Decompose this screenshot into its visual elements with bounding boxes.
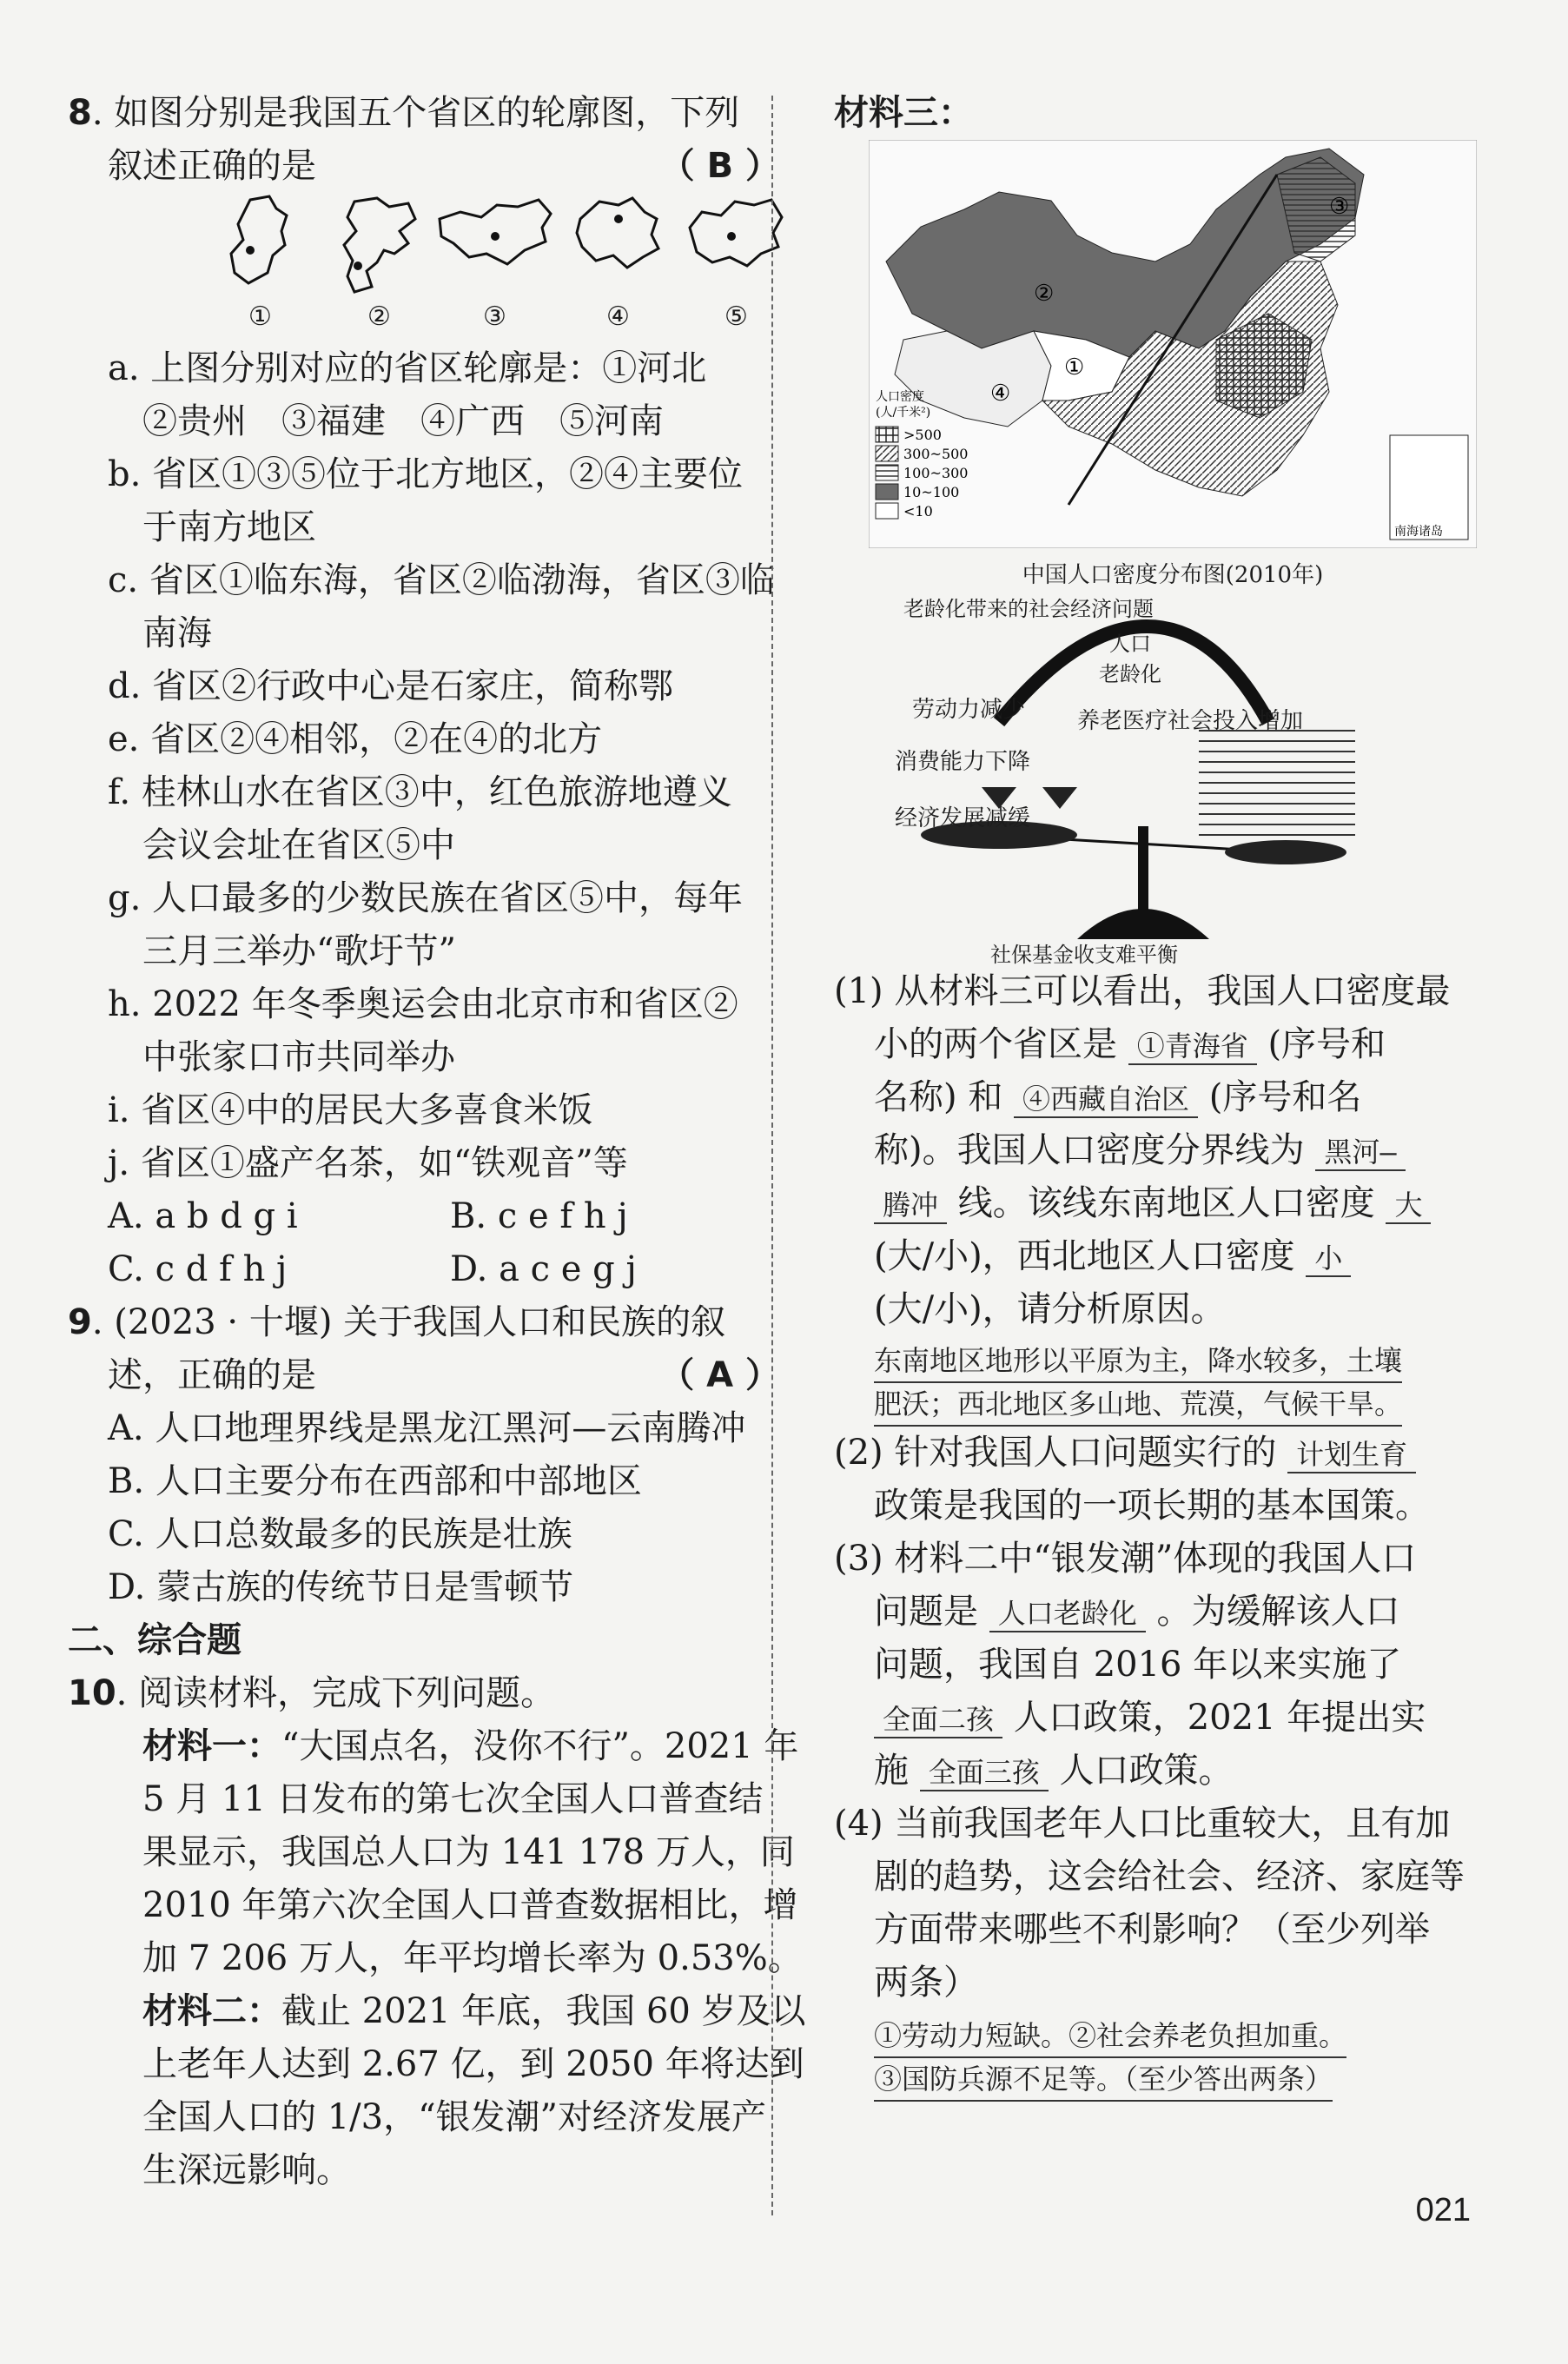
legend-item-4: 10~100 [903,484,960,500]
p2-answer1: 计划生育 [1287,1437,1416,1473]
q8-number: 8 [68,93,92,133]
q8-item-b2: 于南方地区 [142,507,316,547]
balance-title: 老龄化带来的社会经济问题 [903,597,1154,621]
material1-label: 材料一： [142,1726,281,1766]
p1-text4a: 称)。我国人口密度分界线为 [874,1130,1305,1170]
material1-text4: 2010 年第六次全国人口普查数据相比，增 [142,1885,798,1925]
right-column [834,87,1477,2102]
material1-text5: 加 7 206 万人，年平均增长率为 0.53%。 [142,1938,803,1978]
map-label-1: ① [1064,354,1085,381]
p4-line1: (4) 当前我国老年人口比重较大，且有加 [834,1804,1451,1844]
q9-number: 9 [68,1302,92,1342]
balance-top1: 人口 [1109,632,1151,656]
q8-item-g1: g. 人口最多的少数民族在省区⑤中，每年 [108,878,744,918]
map-label-4: ④ [990,381,1011,407]
material1-text3: 果显示，我国总人口为 141 178 万人，同 [142,1832,795,1872]
balance-left1: 劳动力减少 [912,697,1026,723]
p3-text5a: 施 [874,1751,909,1791]
material2-text4: 生深远影响。 [142,2150,351,2190]
legend-unit: (人/千米²) [876,406,931,420]
q8-option-d: D. a c e g j [450,1249,637,1289]
q9-option-d: D. 蒙古族的传统节日是雪顿节 [108,1567,574,1607]
p3-line4 [834,1692,1477,1745]
map-label-2: ② [1034,281,1055,307]
q8-item-e: e. 省区②④相邻，②在④的北方 [108,719,603,759]
q10-stem [68,1667,763,1720]
balance-left3: 经济发展减缓 [895,805,1031,831]
p3-answer3: 全面三孩 [920,1755,1049,1791]
p1-answer1: ①青海省 [1128,1029,1257,1065]
material1-text1: “大国点名，没你不行”。2021 年 [281,1726,799,1766]
province-outline-3 [434,193,556,271]
legend-item-2: 300~500 [903,446,969,462]
balance-top [1099,626,1161,687]
q8-item-f2: 会议会址在省区⑤中 [142,825,455,865]
outline-label-5: ⑤ [724,301,748,332]
p4-answer [834,2015,1477,2102]
q8-item-a2: ②贵州 ③福建 ④广西 ⑤河南 [142,401,664,441]
q9-stem-line1 [68,1296,763,1349]
column-divider [771,96,773,2215]
p1-text2b: (序号和 [1267,1024,1386,1064]
p4-line2: 剧的趋势，这会给社会、经济、家庭等 [874,1857,1465,1897]
q8-item-h2: 中张家口市共同举办 [142,1037,455,1077]
q8-option-b: B. c e f h j [450,1196,628,1236]
q8-item-h1: h. 2022 年冬季奥运会由北京市和省区② [108,984,738,1024]
p2-line2: 政策是我国的一项长期的基本国策。 [874,1486,1430,1526]
outline-label-2: ② [367,301,391,332]
material2-label: 材料二： [142,1991,281,2031]
balance-right1: 养老医疗社会投入增加 [1077,708,1304,734]
material2-text1: 截止 2021 年底，我国 60 岁及以 [281,1991,806,2031]
p3-line5 [834,1745,1477,1798]
q9-option-a: A. 人口地理界线是黑龙江黑河—云南腾冲 [108,1408,746,1448]
p1-text3a: 名称) 和 [874,1077,1003,1117]
province-outline-1 [224,193,294,288]
p1-line3 [834,1071,1477,1124]
q10-number: 10 [68,1673,116,1713]
inset-label: 南海诸岛 [1394,525,1443,539]
q9-stem-text2: 述，正确的是 [108,1355,316,1395]
china-map-figure [869,140,1477,548]
q8-option-a: A. a b d g i [108,1196,298,1236]
q8-item-i: i. 省区④中的居民大多喜食米饭 [108,1090,593,1130]
p1-answer3a: 黑河— [1315,1135,1405,1171]
p1-line1: (1) 从材料三可以看出，我国人口密度最 [834,971,1451,1011]
p4-answer2: ③国防兵源不足等。（至少答出两条） [874,2058,1333,2102]
p4-answer1: ①劳动力短缺。②社会养老负担加重。 [874,2015,1346,2058]
q10-material2-line1 [68,1985,806,2038]
q8-item-f1: f. 桂林山水在省区③中，红色旅游地遵义 [108,772,732,812]
p1-reason2: 肥沃；西北地区多山地、荒漠，气候干旱。 [874,1383,1402,1427]
page-number: 021 [1415,2192,1471,2228]
section-heading: 二、综合题 [68,1620,241,1660]
p1-answer3b: 腾冲 [874,1188,947,1224]
material1-text2: 5 月 11 日发布的第七次全国人口普查结 [142,1779,764,1819]
p3-line3: 问题，我国自 2016 年以来实施了 [874,1645,1402,1685]
population-density-map [869,140,1477,592]
outline-label-3: ③ [483,301,506,332]
p2-text1a: (2) 针对我国人口问题实行的 [834,1433,1277,1473]
p3-line1: (3) 材料二中“银发潮”体现的我国人口 [834,1539,1417,1579]
p1-line6 [834,1230,1477,1283]
q8-stem-line1 [68,87,763,140]
p3-answer2: 全面二孩 [874,1702,1002,1738]
p3-text4b: 人口政策，2021 年提出实 [1013,1698,1426,1738]
legend-title: 人口密度 [876,390,924,404]
province-outlines [155,193,763,332]
q8-stem-text2: 叙述正确的是 [108,146,316,186]
p3-text2a: 问题是 [874,1592,978,1632]
q8-item-d: d. 省区②行政中心是石家庄，简称鄂 [108,666,674,706]
p2-line1 [834,1427,1477,1480]
legend-item-5: <10 [903,503,933,520]
q8-item-c1: c. 省区①临东海，省区②临渤海，省区③临 [108,560,775,600]
province-outline-2 [337,193,420,297]
material3-label: 材料三： [834,93,973,133]
p1-line7: (大/小)，请分析原因。 [874,1289,1226,1329]
outline-label-1: ① [248,301,272,332]
q8-stem-line2 [68,140,780,193]
map-caption: 中国人口密度分布图(2010年) [1022,562,1324,588]
q8-options-row1 [68,1190,763,1243]
p3-line2 [834,1586,1477,1639]
aging-balance-diagram [869,592,1477,965]
p1-line4 [834,1124,1477,1177]
p1-reason [834,1340,1477,1427]
legend-item-1: >500 [903,427,942,443]
q8-option-c: C. c d f h j [108,1249,288,1289]
q9-option-c: C. 人口总数最多的民族是壮族 [108,1514,572,1554]
p1-line2 [834,1018,1477,1071]
q8-options-row2 [68,1243,763,1296]
map-label-3: ③ [1329,194,1350,220]
p1-reason1: 东南地区地形以平原为主，降水较多，土壤 [874,1340,1402,1383]
balance-figure [869,618,1477,948]
left-column [68,87,806,2197]
material2-text2: 上老年人达到 2.67 亿，到 2050 年将达到 [142,2044,804,2084]
q8-item-g2: 三月三举办“歌圩节” [142,931,456,971]
balance-caption: 社保基金收支难平衡 [990,943,1178,967]
q8-item-b1: b. 省区①③⑤位于北方地区，②④主要位 [108,454,744,494]
p1-answer5: 小 [1306,1241,1351,1277]
balance-top2: 老龄化 [1099,662,1161,686]
q10-material1-line1 [68,1720,799,1773]
q8-answer: （ B ） [659,146,780,186]
material2-text3: 全国人口的 1/3，“银发潮”对经济发展产 [142,2097,766,2137]
p3-text5b: 人口政策。 [1059,1751,1234,1791]
q8-stem-text1: . 如图分别是我国五个省区的轮廓图，下列 [91,93,740,133]
province-outline-4 [570,193,665,271]
p1-line5 [834,1177,1477,1230]
p4-line3: 方面带来哪些不利影响？（至少列举 [874,1910,1430,1950]
q8-item-c2: 南海 [142,613,212,653]
q8-item-j: j. 省区①盛产名茶，如“铁观音”等 [108,1143,628,1183]
p1-text2a: 小的两个省区是 [874,1024,1117,1064]
p1-text3b: (序号和名 [1208,1077,1362,1117]
q9-option-b: B. 人口主要分布在西部和中部地区 [108,1461,642,1501]
q9-stem-text1: . (2023 · 十堰) 关于我国人口和民族的叙 [91,1302,726,1342]
p1-text6a: (大/小)，西北地区人口密度 [874,1236,1295,1276]
legend-item-3: 100~300 [903,465,969,481]
q9-stem-line2 [68,1349,780,1402]
balance-left2: 消费能力下降 [895,749,1031,775]
q9-answer: （ A ） [659,1355,780,1395]
p3-text2b: 。为缓解该人口 [1156,1592,1400,1632]
p1-answer2: ④西藏自治区 [1014,1082,1198,1118]
q10-stem-text: . 阅读材料，完成下列问题。 [116,1673,556,1713]
outline-label-4: ④ [606,301,630,332]
q8-item-a1: a. 上图分别对应的省区轮廓是：①河北 [108,348,707,388]
p3-answer1: 人口老龄化 [989,1596,1146,1632]
p4-line4: 两条） [874,1963,978,2003]
p1-text5b: 线。该线东南地区人口密度 [957,1183,1375,1223]
p1-answer4: 大 [1386,1188,1431,1224]
